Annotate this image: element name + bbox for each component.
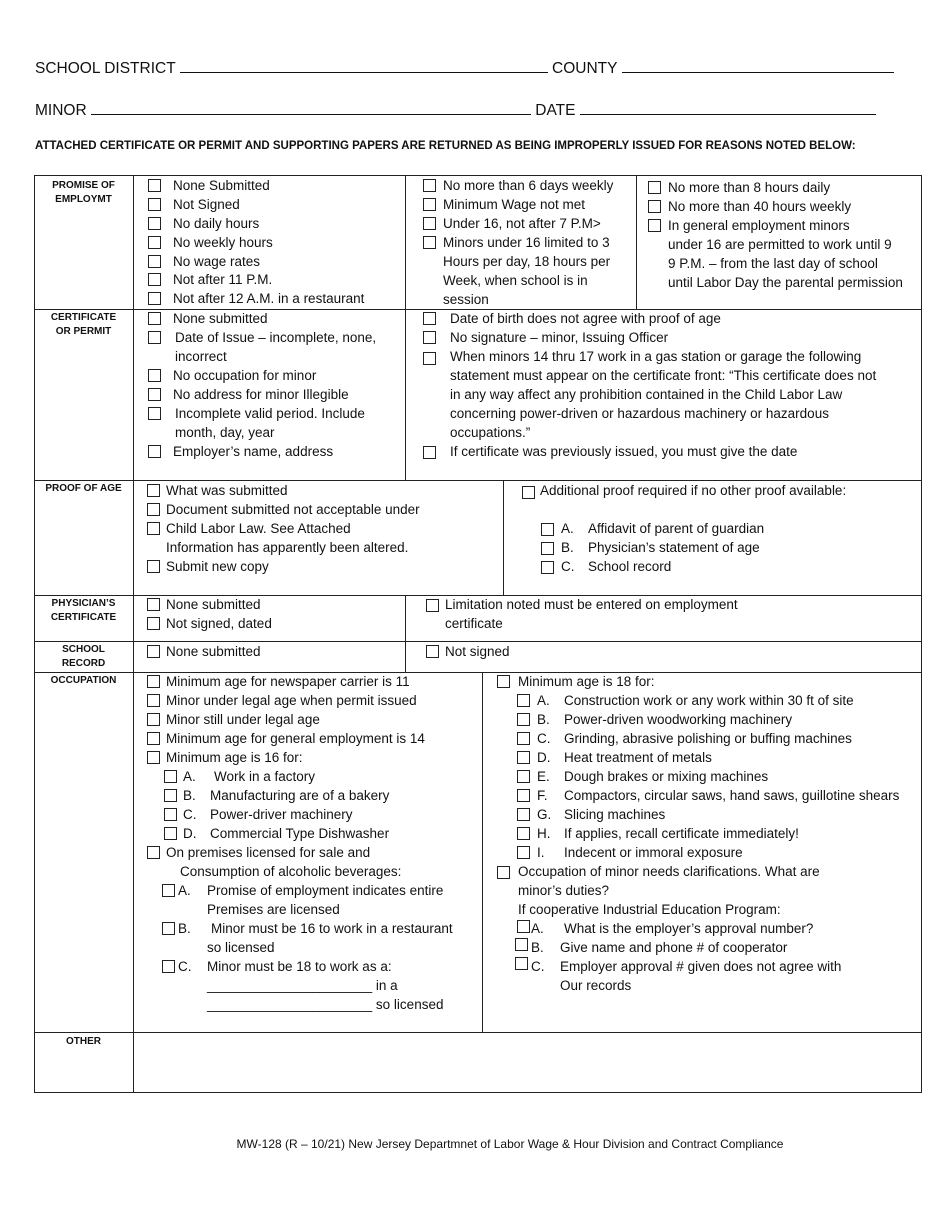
promise-8-hours-checkbox[interactable] xyxy=(648,181,661,194)
checkbox-label: Minimum age is 18 for: xyxy=(518,674,655,689)
checkbox-label: Minimum Wage not met xyxy=(443,197,586,212)
school-row-label: SCHOOL RECORD xyxy=(61,644,106,669)
checkbox-label: On premises licensed for sale and xyxy=(166,845,371,860)
checkbox-label-continued: minor’s duties? xyxy=(518,883,610,898)
other-field[interactable] xyxy=(134,1033,921,1092)
promise-not-after-12am-checkbox[interactable] xyxy=(148,292,161,305)
option-letter: E. xyxy=(537,769,550,784)
physician-none-checkbox[interactable] xyxy=(147,598,160,611)
occ16-power-machinery-checkbox[interactable] xyxy=(164,808,177,821)
promise-no-weekly-hours-checkbox[interactable] xyxy=(148,236,161,249)
occupation-blank-field[interactable]: ______________________ so licensed xyxy=(207,997,444,1012)
checkbox-label: No address for minor Illegible xyxy=(173,387,349,402)
checkbox-label: Minors under 16 limited to 3 xyxy=(443,235,610,250)
occ18-heat-treatment-checkbox[interactable] xyxy=(517,751,530,764)
cert-employer-name-checkbox[interactable] xyxy=(148,445,161,458)
notice-text: ATTACHED CERTIFICATE OR PERMIT AND SUPPORTING PAPERS ARE RETURNED AS BEING IMPROPERLY ISSUED FOR REASONS NOTED BELOW: xyxy=(35,140,856,152)
occ-still-under-checkbox[interactable] xyxy=(147,713,160,726)
option-letter: G. xyxy=(537,807,552,822)
column-divider xyxy=(503,480,504,595)
checkbox-label: No more than 6 days weekly xyxy=(443,178,614,193)
promise-40-hours-checkbox[interactable] xyxy=(648,200,661,213)
proof-affidavit-checkbox[interactable] xyxy=(541,523,554,536)
checkbox-label: Affidavit of parent of guardian xyxy=(588,521,765,536)
coop-mismatch-checkbox[interactable] xyxy=(515,957,528,970)
checkbox-label: Not Signed xyxy=(173,197,240,212)
coop-heading: If cooperative Industrial Education Program: xyxy=(518,902,781,917)
occ16-factory-checkbox[interactable] xyxy=(164,770,177,783)
checkbox-label: No more than 8 hours daily xyxy=(668,180,831,195)
promise-under-16-7pm-checkbox[interactable] xyxy=(423,217,436,230)
checkbox-label: Manufacturing are of a bakery xyxy=(210,788,390,803)
occupation-blank-field[interactable]: ______________________ in a xyxy=(207,978,398,993)
checkbox-label: Not after 12 A.M. in a restaurant xyxy=(173,291,365,306)
checkbox-label: Incomplete valid period. Include xyxy=(175,406,365,421)
proof-what-submitted-checkbox[interactable] xyxy=(147,484,160,497)
checkbox-label: What was submitted xyxy=(166,483,288,498)
checkbox-label: Commercial Type Dishwasher xyxy=(210,826,390,841)
checkbox-label-continued: until Labor Day the parental permission xyxy=(668,275,903,290)
county-label: COUNTY xyxy=(552,60,618,77)
checkbox-label-continued: Our records xyxy=(560,978,632,993)
cert-no-occupation-checkbox[interactable] xyxy=(148,369,161,382)
cert-previously-issued-checkbox[interactable] xyxy=(423,446,436,459)
occ-alcohol-restaurant-checkbox[interactable] xyxy=(162,922,175,935)
occ-age-16-checkbox[interactable] xyxy=(147,751,160,764)
occupation-row-label: OCCUPATION xyxy=(50,675,117,686)
occ18-indecent-checkbox[interactable] xyxy=(517,846,530,859)
checkbox-label: If certificate was previously issued, you must give the date xyxy=(450,444,798,459)
occ16-dishwasher-checkbox[interactable] xyxy=(164,827,177,840)
checkbox-label: Grinding, abrasive polishing or buffing machines xyxy=(564,731,852,746)
option-letter: I. xyxy=(537,845,545,860)
checkbox-label: Dough brakes or mixing machines xyxy=(564,769,769,784)
occ-clarification-checkbox[interactable] xyxy=(497,866,510,879)
option-letter: H. xyxy=(537,826,551,841)
checkbox-label: Compactors, circular saws, hand saws, guillotine shears xyxy=(564,788,900,803)
option-letter: F. xyxy=(537,788,548,803)
row-divider xyxy=(34,595,922,596)
checkbox-label: None Submitted xyxy=(173,178,270,193)
coop-approval-number-checkbox[interactable] xyxy=(517,920,530,933)
certificate-row-label: CERTIFICATE OR PERMIT xyxy=(50,312,117,337)
checkbox-label: What is the employer’s approval number? xyxy=(564,921,814,936)
checkbox-label: Minimum age is 16 for: xyxy=(166,750,303,765)
occ18-dough-checkbox[interactable] xyxy=(517,770,530,783)
checkbox-label: Minor under legal age when permit issued xyxy=(166,693,417,708)
promise-no-wage-rates-checkbox[interactable] xyxy=(148,255,161,268)
column-divider xyxy=(405,595,406,672)
checkbox-label: Work in a factory xyxy=(214,769,316,784)
proof-submit-new-copy-checkbox[interactable] xyxy=(147,560,160,573)
cert-no-signature-checkbox[interactable] xyxy=(423,331,436,344)
proof-child-labor-checkbox[interactable] xyxy=(147,522,160,535)
checkbox-label: Give name and phone # of cooperator xyxy=(560,940,788,955)
promise-not-after-11pm-checkbox[interactable] xyxy=(148,273,161,286)
occ-alcohol-18-checkbox[interactable] xyxy=(162,960,175,973)
checkbox-label: Physician’s statement of age xyxy=(588,540,760,555)
proof-physician-statement-checkbox[interactable] xyxy=(541,542,554,555)
checkbox-label: Additional proof required if no other proof available: xyxy=(540,483,847,498)
column-divider xyxy=(636,175,637,309)
checkbox-label: No wage rates xyxy=(173,254,261,269)
column-divider xyxy=(482,672,483,1032)
form-footer xyxy=(0,1137,950,1151)
checkbox-label-continued: so licensed xyxy=(207,940,275,955)
checkbox-label: Minimum age for general employment is 14 xyxy=(166,731,425,746)
checkbox-label: Power-driver machinery xyxy=(210,807,353,822)
cert-no-address-checkbox[interactable] xyxy=(148,388,161,401)
checkbox-label-continued: occupations.” xyxy=(450,425,531,440)
proof-row-label: PROOF OF AGE xyxy=(45,483,122,494)
checkbox-label-continued: under 16 are permitted to work until 9 xyxy=(668,237,892,252)
checkbox-label: Construction work or any work within 30 ft of site xyxy=(564,693,854,708)
occ18-slicing-checkbox[interactable] xyxy=(517,808,530,821)
checkbox-label: Date of birth does not agree with proof of age xyxy=(450,311,721,326)
column-divider xyxy=(405,175,406,480)
checkbox-label: No weekly hours xyxy=(173,235,273,250)
option-letter: C. xyxy=(178,959,192,974)
physician-limitation-checkbox[interactable] xyxy=(426,599,439,612)
physician-not-signed-checkbox[interactable] xyxy=(147,617,160,630)
option-letter: A. xyxy=(537,693,550,708)
checkbox-label-continued: Premises are licensed xyxy=(207,902,340,917)
option-letter: B. xyxy=(561,540,574,555)
checkbox-label: No more than 40 hours weekly xyxy=(668,199,852,214)
cert-none-submitted-checkbox[interactable] xyxy=(148,312,161,325)
checkbox-label-continued: 9 P.M. – from the last day of school xyxy=(668,256,878,271)
checkbox-label-continued: Information has apparently been altered. xyxy=(166,540,409,555)
option-letter: B. xyxy=(178,921,191,936)
checkbox-label: None submitted xyxy=(173,311,268,326)
checkbox-label: Occupation of minor needs clarifications. What are xyxy=(518,864,820,879)
coop-cooperator-checkbox[interactable] xyxy=(515,938,528,951)
checkbox-label: No signature – minor, Issuing Officer xyxy=(450,330,669,345)
checkbox-label-continued: in any way affect any prohibition contained in the Child Labor Law xyxy=(450,387,843,402)
option-letter: A. xyxy=(178,883,191,898)
school-district-line xyxy=(35,58,894,78)
proof-not-acceptable-checkbox[interactable] xyxy=(147,503,160,516)
row-divider xyxy=(34,309,922,310)
option-letter: C. xyxy=(537,731,551,746)
school-none-checkbox[interactable] xyxy=(147,645,160,658)
promise-min-wage-checkbox[interactable] xyxy=(423,198,436,211)
option-letter: C. xyxy=(531,959,545,974)
checkbox-label: Heat treatment of metals xyxy=(564,750,712,765)
checkbox-label: Employer approval # given does not agree with xyxy=(560,959,842,974)
checkbox-label: Promise of employment indicates entire xyxy=(207,883,444,898)
checkbox-label: Document submitted not acceptable under xyxy=(166,502,420,517)
checkbox-label-continued: statement must appear on the certificate front: “This certificate does not xyxy=(450,368,877,383)
minor-label: MINOR xyxy=(35,102,87,119)
other-row-label: OTHER xyxy=(66,1036,101,1047)
checkbox-label: Not signed, dated xyxy=(166,616,272,631)
occ18-grinding-checkbox[interactable] xyxy=(517,732,530,745)
promise-not-signed-checkbox[interactable] xyxy=(148,198,161,211)
checkbox-label: Power-driven woodworking machinery xyxy=(564,712,793,727)
school-district-field[interactable] xyxy=(180,58,548,73)
label-column-divider xyxy=(133,175,134,1093)
option-letter: A. xyxy=(561,521,574,536)
checkbox-label: Minor still under legal age xyxy=(166,712,320,727)
checkbox-label: Not signed xyxy=(445,644,510,659)
row-divider xyxy=(34,480,922,481)
promise-general-employment-checkbox[interactable] xyxy=(648,219,661,232)
checkbox-label: None submitted xyxy=(166,644,261,659)
promise-row-label: PROMISE OF EMPLOYMT xyxy=(52,180,115,205)
checkbox-label: Child Labor Law. See Attached xyxy=(166,521,351,536)
checkbox-label: In general employment minors xyxy=(668,218,850,233)
footer-text: MW-128 (R – 10/21) New Jersey Departmnet of Labor Wage & Hour Division and Contract Compliance xyxy=(236,1137,784,1151)
checkbox-label: If applies, recall certificate immediately! xyxy=(564,826,799,841)
physician-row-label: PHYSICIAN’S CERTIFICATE xyxy=(50,598,117,623)
occ16-bakery-checkbox[interactable] xyxy=(164,789,177,802)
checkbox-label: Minor must be 16 to work in a restaurant xyxy=(211,921,453,936)
cert-gas-station-checkbox[interactable] xyxy=(423,352,436,365)
checkbox-label-continued: Consumption of alcoholic beverages: xyxy=(180,864,402,879)
checkbox-label: No daily hours xyxy=(173,216,260,231)
checkbox-label-continued: certificate xyxy=(445,616,503,631)
option-letter: C. xyxy=(183,807,197,822)
county-field[interactable] xyxy=(622,58,894,73)
minor-field[interactable] xyxy=(91,100,531,115)
checkbox-label-continued: month, day, year xyxy=(175,425,275,440)
checkbox-label-continued: Week, when school is in xyxy=(443,273,588,288)
date-field[interactable] xyxy=(580,100,876,115)
proof-additional-checkbox[interactable] xyxy=(522,486,535,499)
school-district-label: SCHOOL DISTRICT xyxy=(35,60,176,77)
checkbox-label: None submitted xyxy=(166,597,261,612)
checkbox-label-continued: session xyxy=(443,292,489,307)
checkbox-label: Submit new copy xyxy=(166,559,269,574)
option-letter: A. xyxy=(531,921,544,936)
checkbox-label: Date of Issue – incomplete, none, xyxy=(175,330,377,345)
checkbox-label: Slicing machines xyxy=(564,807,666,822)
school-not-signed-checkbox[interactable] xyxy=(426,645,439,658)
checkbox-label: Minor must be 18 to work as a: xyxy=(207,959,392,974)
minor-line xyxy=(35,100,876,120)
checkbox-label: No occupation for minor xyxy=(173,368,317,383)
occ18-construction-checkbox[interactable] xyxy=(517,694,530,707)
cert-dob-checkbox[interactable] xyxy=(423,312,436,325)
option-letter: B. xyxy=(531,940,544,955)
checkbox-label-continued: concerning power-driven or hazardous machinery or hazardous xyxy=(450,406,829,421)
occ-alcohol-premises-checkbox[interactable] xyxy=(147,846,160,859)
checkbox-label: When minors 14 thru 17 work in a gas station or garage the following xyxy=(450,349,862,364)
checkbox-label: Limitation noted must be entered on employment xyxy=(445,597,738,612)
row-divider xyxy=(34,641,922,642)
date-label: DATE xyxy=(535,102,576,119)
cert-incomplete-period-checkbox[interactable] xyxy=(148,407,161,420)
option-letter: B. xyxy=(183,788,196,803)
option-letter: B. xyxy=(537,712,550,727)
promise-none-submitted-checkbox[interactable] xyxy=(148,179,161,192)
promise-6-days-checkbox[interactable] xyxy=(423,179,436,192)
checkbox-label: Employer’s name, address xyxy=(173,444,334,459)
checkbox-label: Not after 11 P.M. xyxy=(173,272,273,287)
promise-under-16-hours-checkbox[interactable] xyxy=(423,236,436,249)
checkbox-label-continued: Hours per day, 18 hours per xyxy=(443,254,611,269)
checkbox-label: Indecent or immoral exposure xyxy=(564,845,743,860)
occ-under-legal-age-checkbox[interactable] xyxy=(147,694,160,707)
proof-school-record-checkbox[interactable] xyxy=(541,561,554,574)
option-letter: C. xyxy=(561,559,575,574)
occ-general-14-checkbox[interactable] xyxy=(147,732,160,745)
occ-newspaper-checkbox[interactable] xyxy=(147,675,160,688)
checkbox-label: School record xyxy=(588,559,672,574)
occ18-woodworking-checkbox[interactable] xyxy=(517,713,530,726)
occ18-recall-checkbox[interactable] xyxy=(517,827,530,840)
promise-no-daily-hours-checkbox[interactable] xyxy=(148,217,161,230)
checkbox-label-continued: incorrect xyxy=(175,349,227,364)
occ-alcohol-entire-premises-checkbox[interactable] xyxy=(162,884,175,897)
row-divider xyxy=(34,672,922,673)
option-letter: D. xyxy=(183,826,197,841)
occ18-compactors-checkbox[interactable] xyxy=(517,789,530,802)
option-letter: D. xyxy=(537,750,551,765)
cert-date-of-issue-checkbox[interactable] xyxy=(148,331,161,344)
option-letter: A. xyxy=(183,769,196,784)
checkbox-label: Under 16, not after 7 P.M> xyxy=(443,216,601,231)
checkbox-label: Minimum age for newspaper carrier is 11 xyxy=(166,674,410,689)
occ-age-18-checkbox[interactable] xyxy=(497,675,510,688)
